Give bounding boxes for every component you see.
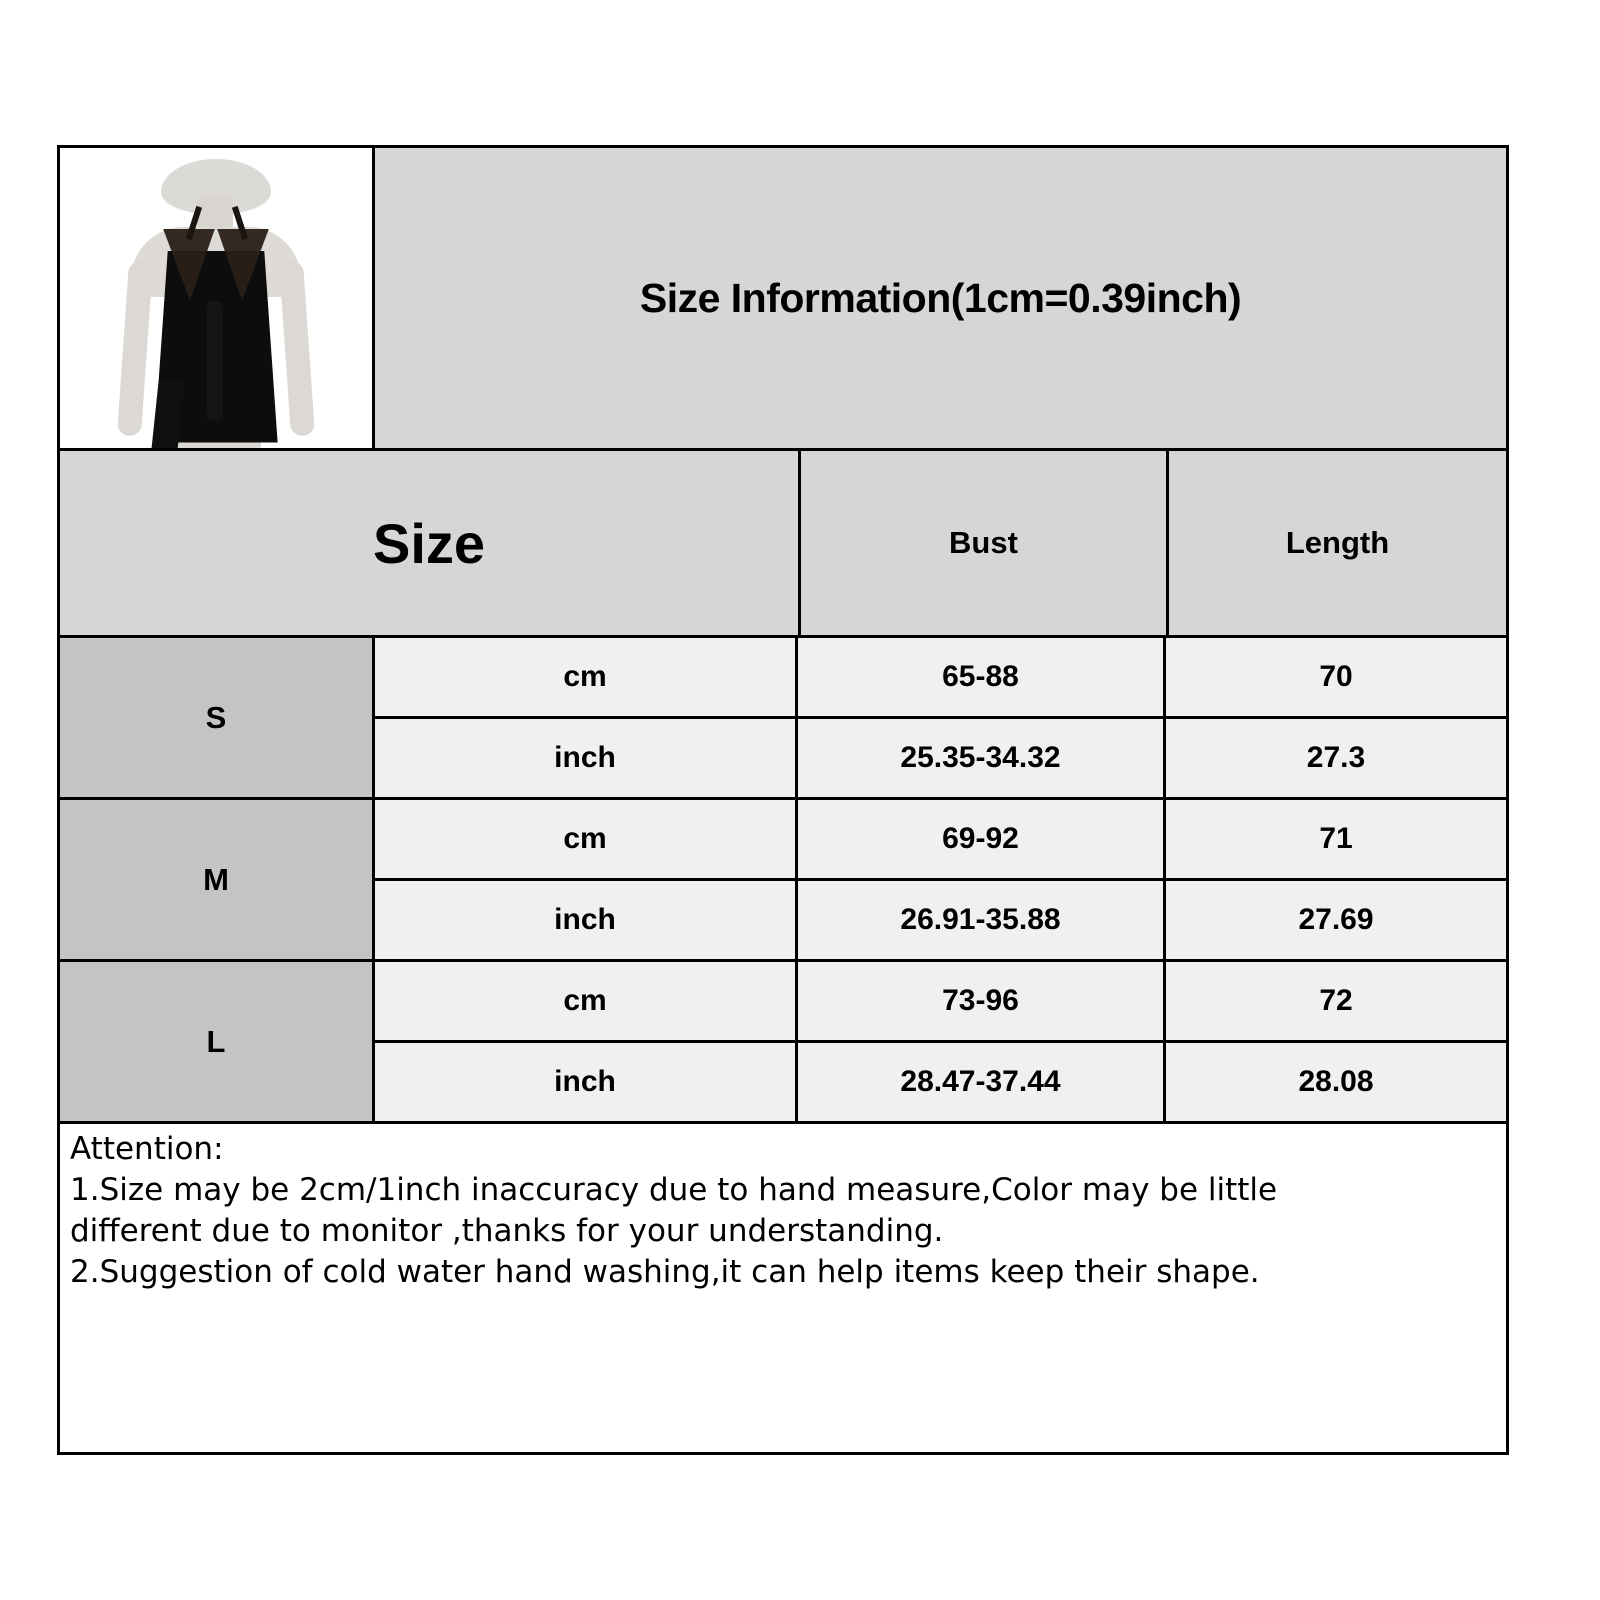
page-title: Size Information(1cm=0.39inch): [639, 274, 1242, 321]
unit-label: inch: [554, 741, 616, 774]
unit-row-inch: [375, 719, 1506, 800]
unit-label: cm: [563, 984, 607, 1017]
size-label: M: [203, 861, 229, 897]
bust-value: 73-96: [942, 984, 1019, 1017]
unit-cell: [375, 962, 798, 1040]
length-value: 71: [1319, 822, 1353, 855]
length-value: 28.08: [1298, 1065, 1374, 1098]
size-label: S: [205, 699, 227, 735]
length-cell: [1166, 719, 1506, 797]
size-label: L: [206, 1023, 226, 1059]
chart-header-row: [60, 148, 1506, 451]
size-label-cell: [60, 962, 375, 1124]
length-cell: [1166, 1043, 1506, 1121]
bust-value: 26.91-35.88: [900, 903, 1061, 936]
bust-cell: [798, 719, 1166, 797]
column-header-size-label: Size: [372, 511, 486, 575]
size-unit-rows: [375, 962, 1506, 1124]
product-illustration: [71, 151, 361, 446]
length-value: 70: [1319, 660, 1353, 693]
column-header-bust-label: Bust: [949, 525, 1018, 560]
table-row: [60, 962, 1506, 1124]
unit-cell: [375, 1043, 798, 1121]
unit-row-cm: [375, 638, 1506, 719]
bust-cell: [798, 638, 1166, 716]
unit-cell: [375, 800, 798, 878]
column-header-row: [60, 451, 1506, 638]
column-header-size: [60, 451, 801, 638]
bust-cell: [798, 800, 1166, 878]
product-image-cell: [60, 148, 375, 451]
attention-line-2: different due to monitor ,thanks for your understanding.: [70, 1213, 944, 1250]
bust-cell: [798, 962, 1166, 1040]
unit-label: cm: [563, 660, 607, 693]
column-header-bust: [801, 451, 1169, 638]
bust-value: 69-92: [942, 822, 1019, 855]
length-cell: [1166, 962, 1506, 1040]
unit-cell: [375, 881, 798, 959]
size-chart-table: [57, 145, 1509, 1455]
size-label-cell: [60, 638, 375, 800]
bust-cell: [798, 881, 1166, 959]
mannequin-left-arm-shape: [117, 260, 153, 436]
size-unit-rows: [375, 638, 1506, 800]
unit-label: cm: [563, 822, 607, 855]
column-header-length: [1169, 451, 1506, 638]
unit-row-inch: [375, 881, 1506, 962]
unit-row-inch: [375, 1043, 1506, 1124]
length-value: 27.69: [1298, 903, 1374, 936]
unit-row-cm: [375, 962, 1506, 1043]
length-cell: [1166, 800, 1506, 878]
length-cell: [1166, 638, 1506, 716]
size-label-cell: [60, 800, 375, 962]
attention-line-3: 2.Suggestion of cold water hand washing,it can help items keep their shape.: [70, 1254, 1260, 1291]
size-unit-rows: [375, 800, 1506, 962]
table-row: [60, 800, 1506, 962]
table-row: [60, 638, 1506, 800]
attention-line-1: 1.Size may be 2cm/1inch inaccuracy due to hand measure,Color may be little: [70, 1172, 1278, 1209]
bust-cell: [798, 1043, 1166, 1121]
length-value: 72: [1319, 984, 1353, 1017]
bust-value: 65-88: [942, 660, 1019, 693]
chart-title-cell: [375, 148, 1506, 451]
unit-cell: [375, 719, 798, 797]
bust-value: 28.47-37.44: [900, 1065, 1061, 1098]
column-header-length-label: Length: [1285, 525, 1390, 560]
attention-note: [60, 1124, 1506, 1452]
length-cell: [1166, 881, 1506, 959]
bust-value: 25.35-34.32: [900, 741, 1061, 774]
unit-label: inch: [554, 903, 616, 936]
length-value: 27.3: [1306, 741, 1366, 774]
unit-label: inch: [554, 1065, 616, 1098]
unit-row-cm: [375, 800, 1506, 881]
attention-heading: Attention:: [70, 1131, 224, 1167]
unit-cell: [375, 638, 798, 716]
dress-ruffle-shape: [207, 301, 223, 421]
mannequin-right-arm-shape: [279, 260, 315, 436]
